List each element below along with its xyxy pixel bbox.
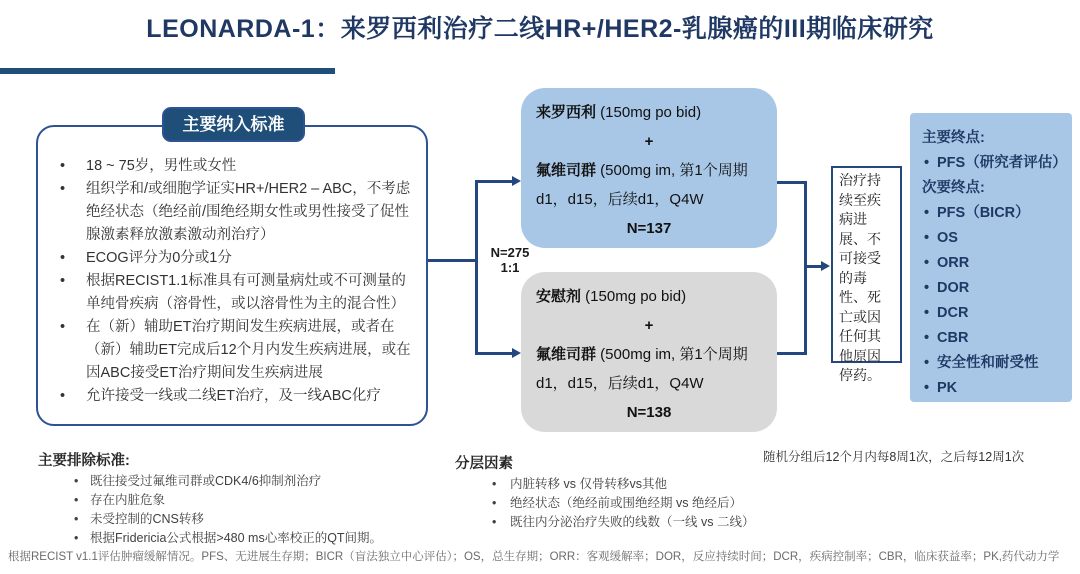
stratification-list [488,475,754,532]
placebo-arm-box [521,272,777,432]
inclusion-item: • 允许接受一线或二线ET治疗，及一线ABC化疗 [50,385,416,408]
title-underline-bar [0,68,335,74]
connector-branch-vertical [475,180,478,354]
slide-title: LEONARDA-1：来罗西利治疗二线HR+/HER2-乳腺癌的III期临床研究 [146,15,934,43]
inclusion-item: • 18 ~ 75岁，男性或女性 [50,155,416,178]
arrowhead-placebo-arm [512,348,521,358]
exclusion-item: • 既往接受过氟维司群或CDK4/6抑制剂治疗 [72,472,382,491]
inclusion-criteria-box [36,125,428,426]
secondary-endpoints-header: 次要终点: [922,180,985,196]
inclusion-item: • 组织学和/或细胞学证实HR+/HER2 – ABC，不考虑绝经状态（绝经前/围绝经期女性或男性接受了促性腺激素释放激素激动剂治疗） [50,178,416,247]
exclusion-list [72,472,382,548]
placebo-drug2-dose: (500mg im, 第1个周期d1，d15，后续d1，Q4W [536,346,748,392]
secondary-endpoint-item: • 安全性和耐受性 [922,351,1064,376]
inclusion-item: • 根据RECIST1.1标准具有可测量病灶或不可测量的单纯骨疾病（溶骨性，或以溶骨性为主的混合性） [50,270,416,316]
treatment-duration-note-box: 治疗持续至疾病进展、不可接受的毒性、死亡或因任何其他原因停药。 [831,166,902,363]
placebo-drug1-dose: (150mg po bid) [581,288,687,305]
treatment-drug2-name: 氟维司群 [536,162,597,179]
secondary-endpoint-item: • PK [922,376,1064,401]
treatment-arm-box [521,88,777,248]
treatment-drug1-dose: (150mg po bid) [596,104,702,121]
stratification-item: • 既往内分泌治疗失败的线数（一线 vs 二线） [488,513,754,532]
secondary-endpoint-item: • DOR [922,276,1064,301]
stratification-item: • 内脏转移 vs 仅骨转移vs其他 [488,475,754,494]
placebo-arm-drug1-line [536,282,762,311]
treatment-drug1-name: 来罗西利 [536,104,597,121]
secondary-endpoint-item: • CBR [922,326,1064,351]
treatment-arm-n: N=137 [626,220,672,237]
randomization-n: N=275 [490,245,530,260]
secondary-endpoint-item: • OS [922,226,1064,251]
exclusion-header: 主要排除标准: [38,453,130,469]
placebo-arm-n: N=138 [626,404,672,421]
arrowhead-duration-box [821,261,830,271]
placebo-drug1-name: 安慰剂 [536,288,582,305]
randomization-ratio: 1:1 [500,260,520,275]
stratification-item: • 绝经状态（绝经前或围绝经期 vs 绝经后） [488,494,754,513]
secondary-endpoint-item: • DCR [922,301,1064,326]
connector-merge-vertical [804,181,807,355]
connector-inclusion-to-branch [428,259,476,262]
primary-endpoints-list [922,151,1067,176]
exclusion-item: • 未受控制的CNS转移 [72,510,382,529]
placebo-arm-drug2-line [536,340,762,398]
randomization-label [482,245,538,275]
inclusion-header-pill: 主要纳入标准 [162,107,305,142]
assessment-schedule-note: 随机分组后12个月内每8周1次，之后每12周1次 [763,450,1025,464]
footnote-abbreviations: 根据RECIST v1.1评估肿瘤缓解情况。PFS、无进展生存期；BICR（盲法独立中心评估）；OS，总生存期；ORR：客观缓解率；DOR，反应持续时间；DCR，疾病控制率；CBR，临床获益率；PK,药代动力学 [8,551,1060,563]
exclusion-item: • 根据Fridericia公式根据>480 ms心率校正的QT间期。 [72,529,382,548]
stratification-header: 分层因素 [455,456,513,472]
connector-to-placebo-arm [475,352,514,355]
treatment-arm-drug1-line [536,98,762,127]
placebo-drug2-name: 氟维司群 [536,346,597,363]
primary-endpoint-item: • PFS（研究者评估） [922,151,1064,176]
arrowhead-treatment-arm [512,176,521,186]
connector-treatment-to-merge [777,181,806,184]
inclusion-item: • ECOG评分为0分或1分 [50,247,416,270]
placebo-plus-sign: + [644,317,654,334]
connector-placebo-to-merge [777,352,806,355]
secondary-endpoints-list [922,201,1064,401]
endpoints-box [910,113,1072,402]
treatment-arm-drug2-line [536,156,762,214]
secondary-endpoint-item: • ORR [922,251,1064,276]
inclusion-list [38,127,426,408]
connector-to-treatment-arm [475,180,514,183]
treatment-drug2-dose: (500mg im, 第1个周期d1，d15，后续d1，Q4W [536,162,748,208]
secondary-endpoint-item: • PFS（BICR） [922,201,1064,226]
inclusion-item: • 在（新）辅助ET治疗期间发生疾病进展，或者在（新）辅助ET完成后12个月内发生疾病进展，或在因ABC接受ET治疗期间发生疾病进展 [50,316,416,385]
primary-endpoints-header: 主要终点: [922,130,985,146]
exclusion-item: • 存在内脏危象 [72,491,382,510]
treatment-plus-sign: + [644,133,654,150]
